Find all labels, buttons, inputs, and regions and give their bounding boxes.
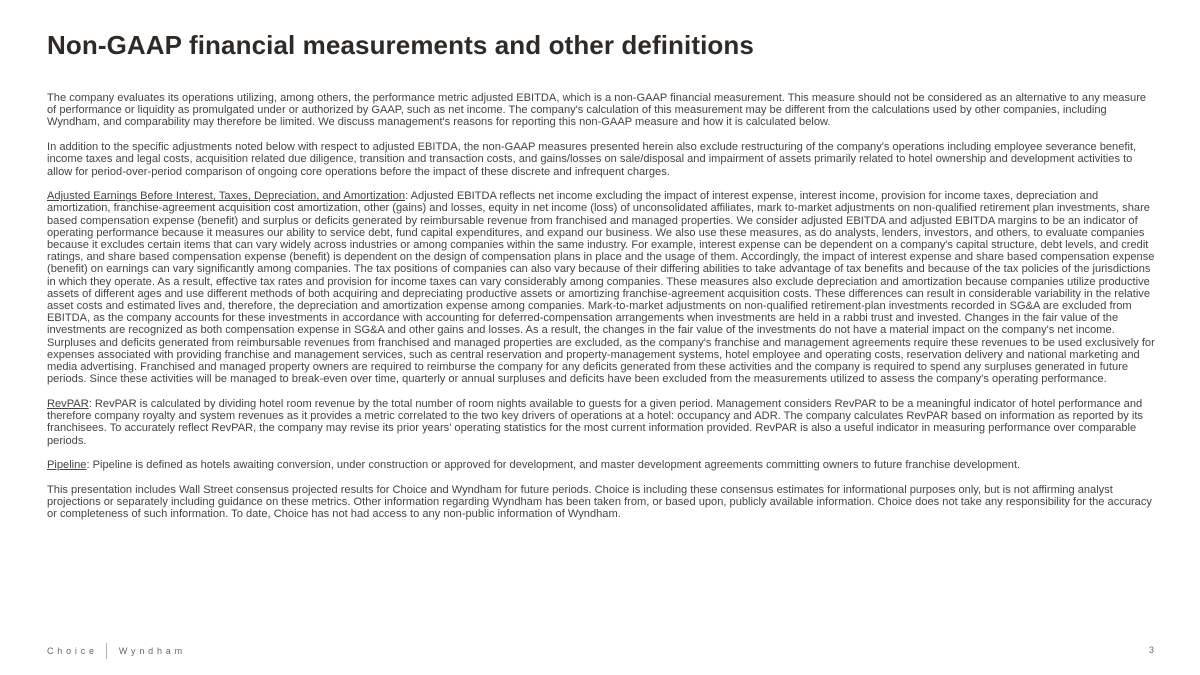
pipeline-definition — [47, 459, 1155, 471]
footer-brand-wyndham: Wyndham — [118, 646, 186, 656]
consensus-disclaimer: This presentation includes Wall Street consensus projected results for Choice and Wyndham for future periods. Choice is including these consensus estimates for informational purposes only, but is not affirming analyst projections or separately including guidance on these metrics. Other information regarding Wyndham has been taken from, or based upon, publicly available information. Choice does not take any responsibility for the accuracy or completeness of such information. To date, Choice has not had access to any non-public information of Wyndham. — [47, 483, 1152, 521]
footer-brand-choice: Choice — [47, 646, 98, 656]
intro-paragraph: The company evaluates its operations utilizing, among others, the performance metric adjusted EBITDA, which is a non-GAAP financial measurement. This measure should not be considered as an alternative to any measure of performance or liquidity as promulgated under or authorized by GAAP, such as net income. The company's calculation of this measurement may be different from the calculations used by other companies, including Wyndham, and comparability may therefore be limited. We discuss management's reasons for reporting this non-GAAP measure and how it is calculated below. — [47, 92, 1147, 129]
adjustments-paragraph: In addition to the specific adjustments noted below with respect to adjusted EBITDA, the non-GAAP measures presented herein also exclude restructuring of the company's operations including employee severance benefit, income taxes and legal costs, acquisition related due diligence, transition and transaction costs, and gains/losses on sale/disposal and impairment of assets primarily related to hotel ownership and development activities to allow for period-over-period comparison of ongoing core operations before the impact of these discrete and infrequent charges. — [47, 141, 1137, 178]
page-title: Non-GAAP financial measurements and other definitions — [47, 30, 754, 60]
ebitda-definition — [47, 190, 1155, 385]
revpar-text: : RevPAR is calculated by dividing hotel room revenue by the total number of room nights available to guests for a given period. Management considers RevPAR to be a meaningful indicator of hotel performance and therefore company royalty and system revenues as it provides a metric correlated to the two key drivers of operations at a hotel: occupancy and ADR. The company calculates RevPAR based on information as reported by its franchisees. To accurately reflect RevPAR, the company may revise its prior years' operating statistics for the most current information provided. RevPAR is also a useful indicator in measuring performance over comparable periods. — [47, 397, 1143, 447]
ebitda-text: : Adjusted EBITDA reflects net income excluding the impact of interest expense, interest income, provision for income taxes, depreciation and amortization, franchise-agreement acquisition cost amortization, other (gains) and losses, equity in net income (loss) of unconsolidated affiliates, mark to-market adjustments on non-qualified retirement plan investments, share based compensation expense (benefit) and surplus or deficits generated by reimbursable revenue from franchised and managed properties. We consider adjusted EBITDA and adjusted EBITDA margins to be an indicator of operating performance because it measures our ability to service debt, fund capital expenditures, and expand our business. We also use these measures, as do analysts, lenders, investors, and others, to evaluate companies because it excludes certain items that can vary widely across industries or among companies within the same industry. For example, interest expense can be dependent on a company's capital structure, debt levels, and credit ratings, and share based compensation expense (benefit) is dependent on the design of compensation plans in place and the usage of them. Accordingly, the impact of interest expense and share based compensation expense (benefit) on earnings can vary significantly among companies. The tax positions of companies can also vary because of their differing abilities to take advantage of tax benefits and because of the tax policies of the jurisdictions in which they operate. As a result, effective tax rates and provision for income taxes can vary considerably among companies. These measures also exclude depreciation and amortization because companies utilize productive assets of different ages and use different methods of both acquiring and depreciating productive assets or amortizing franchise-agreement acquisition costs. These differences can result in considerable variability in the relative asset costs and estimated lives and, therefore, the depreciation and amortization expense among companies. Mark-to-market adjustments on non-qualified retirement-plan investments recorded in SG&A are excluded from EBITDA, as the company accounts for these investments in accordance with accounting for deferred-compensation arrangements when investments are held in a rabbi trust and invested. Changes in the fair value of the investments are recognized as both compensation expense in SG&A and other gains and losses. As a result, the changes in the fair value of the investments do not have a material impact on the company's net income. Surpluses and deficits generated from reimbursable revenues from franchised and managed properties are excluded, as the company's franchise and management agreements require these revenues to be used exclusively for expenses associated with providing franchise and management services, such as central reservation and property-management systems, hotel employee and operating costs, reservation delivery and national marketing and media advertising. Franchised and managed property owners are required to reimburse the company for any deficits generated from these activities and the company is required to spend any surpluses generated in future periods. Since these activities will be managed to break-even over time, quarterly or annual surpluses and deficits have been excluded from the measurements utilized to assess the company's operating performance. — [47, 190, 1155, 386]
definitions-body — [47, 92, 1155, 533]
revpar-definition — [47, 398, 1155, 447]
ebitda-term: Adjusted Earnings Before Interest, Taxes, Depreciation, and Amortization — [47, 190, 406, 203]
page-number: 3 — [1148, 645, 1154, 655]
footer-brands — [47, 643, 186, 659]
revpar-term: RevPAR — [47, 397, 89, 410]
footer-divider — [106, 643, 107, 659]
pipeline-text: : Pipeline is defined as hotels awaiting conversion, under construction or approved for development, and master development agreements committing owners to future franchise development. — [86, 459, 1021, 472]
pipeline-term: Pipeline — [47, 459, 87, 472]
